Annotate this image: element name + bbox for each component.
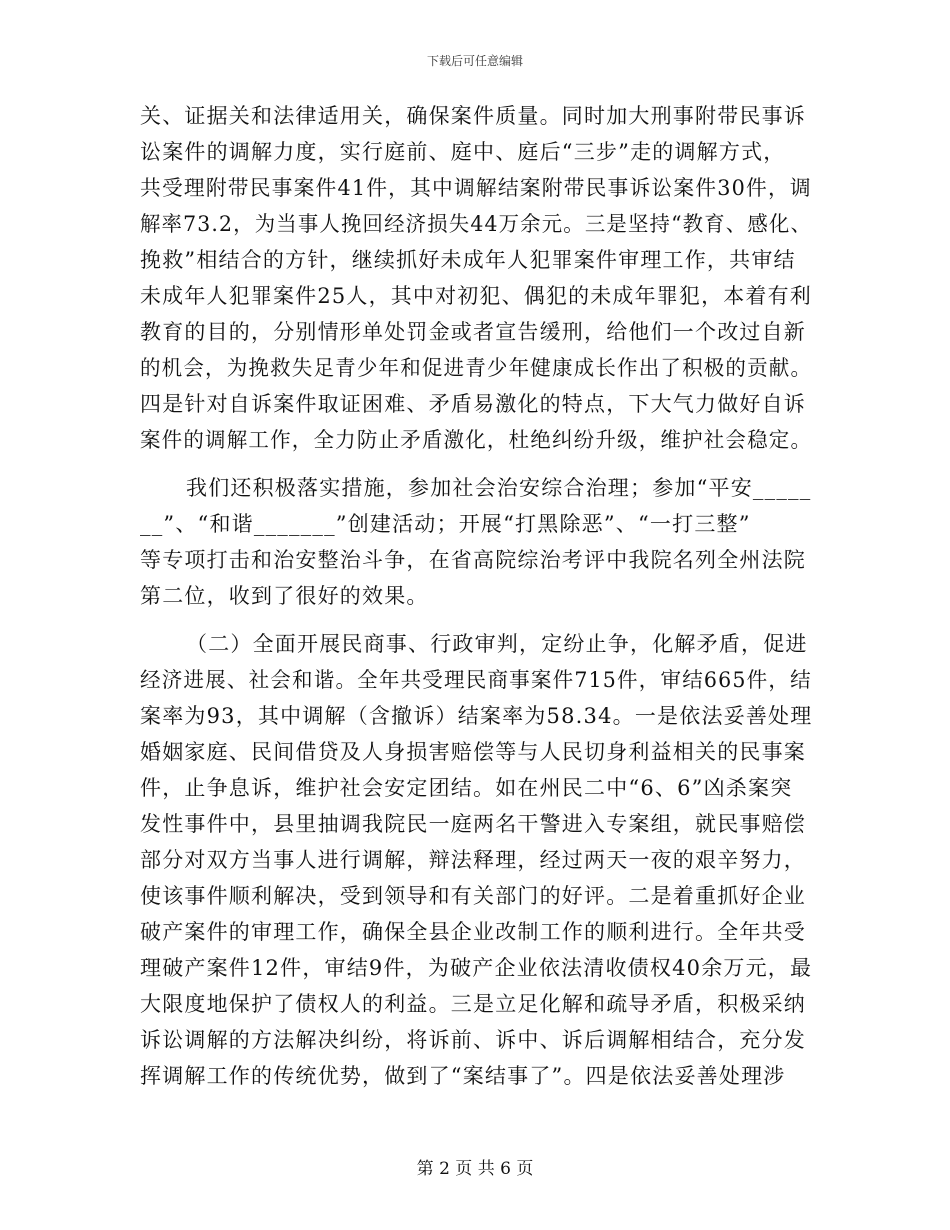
text-line: 挥调解工作的传统优势，做到了“案结事了”。四是依法妥善处理涉 — [140, 1064, 786, 1088]
page-number-footer: 第 2 页 共 6 页 — [416, 1159, 534, 1179]
text-line: 件，止争息诉，维护社会安定团结。如在州民二中“6、6”凶杀案突 — [140, 776, 793, 800]
text-line: 诉讼调解的方法解决纠纷，将诉前、诉中、诉后调解相结合，充分发 — [140, 1028, 806, 1052]
page-header: 下载后可任意编辑 — [426, 54, 523, 68]
text-line: 第二位，收到了很好的效果。 — [140, 584, 429, 608]
text-line: 理破产案件12件，审结9件，为破产企业依法清收债权40余万元，最 — [140, 956, 813, 980]
text-line: 挽救”相结合的方针，继续抓好未成年人犯罪案件审理工作，共审结 — [140, 248, 796, 272]
text-line: 案率为93，其中调解（含撤诉）结案率为58.34。一是依法妥善处理 — [140, 704, 813, 728]
text-line: 使该事件顺利解决，受到领导和有关部门的好评。二是着重抓好企业 — [140, 884, 806, 908]
text-line: 教育的目的，分别情形单处罚金或者宣告缓刑，给他们一个改过自新 — [140, 320, 806, 344]
text-line: 部分对双方当事人进行调解，辩法释理，经过两天一夜的艰辛努力， — [140, 848, 806, 872]
text-line: （二）全面开展民商事、行政审判，定纷止争，化解矛盾，促进 — [186, 632, 808, 656]
text-line: 经济进展、社会和谐。全年共受理民商事案件715件，审结665件，结 — [140, 668, 812, 692]
text-line: 大限度地保护了债权人的利益。三是立足化解和疏导矛盾，积极采纳 — [140, 992, 806, 1016]
text-line: 的机会，为挽救失足青少年和促进青少年健康成长作出了积极的贡献。 — [140, 356, 813, 380]
text-line: 发性事件中，县里抽调我院民一庭两名干警进入专案组，就民事赔偿 — [140, 812, 806, 836]
text-line: 案件的调解工作，全力防止矛盾激化，杜绝纠纷升级，维护社会稳定。 — [140, 428, 813, 452]
text-line: 我们还积极落实措施，参加社会治安综合治理；参加“平安_____ — [186, 476, 812, 500]
text-line: 破产案件的审理工作，确保全县企业改制工作的顺利进行。全年共受 — [140, 920, 806, 944]
text-line: 婚姻家庭、民间借贷及人身损害赔偿等与人民切身利益相关的民事案 — [140, 740, 806, 764]
text-line: 关、证据关和法律适用关，确保案件质量。同时加大刑事附带民事诉 — [140, 104, 806, 128]
text-line: 共受理附带民事案件41件，其中调解结案附带民事诉讼案件30件，调 — [140, 176, 812, 200]
text-line: 解率73.2，为当事人挽回经济损失44万余元。三是坚持“教育、感化、 — [140, 212, 813, 236]
text-line: 等专项打击和治安整治斗争，在省高院综治考评中我院名列全州法院 — [140, 548, 806, 572]
text-line: 讼案件的调解力度，实行庭前、庭中、庭后“三步”走的调解方式， — [140, 140, 786, 164]
text-line: 未成年人犯罪案件25人，其中对初犯、偶犯的未成年罪犯，本着有利 — [140, 284, 812, 308]
text-line: __”、“和谐_______”创建活动；开展“打黑除恶”、“一打三整” — [140, 512, 751, 536]
text-line: 四是针对自诉案件取证困难、矛盾易激化的特点，下大气力做好自诉 — [140, 392, 806, 416]
